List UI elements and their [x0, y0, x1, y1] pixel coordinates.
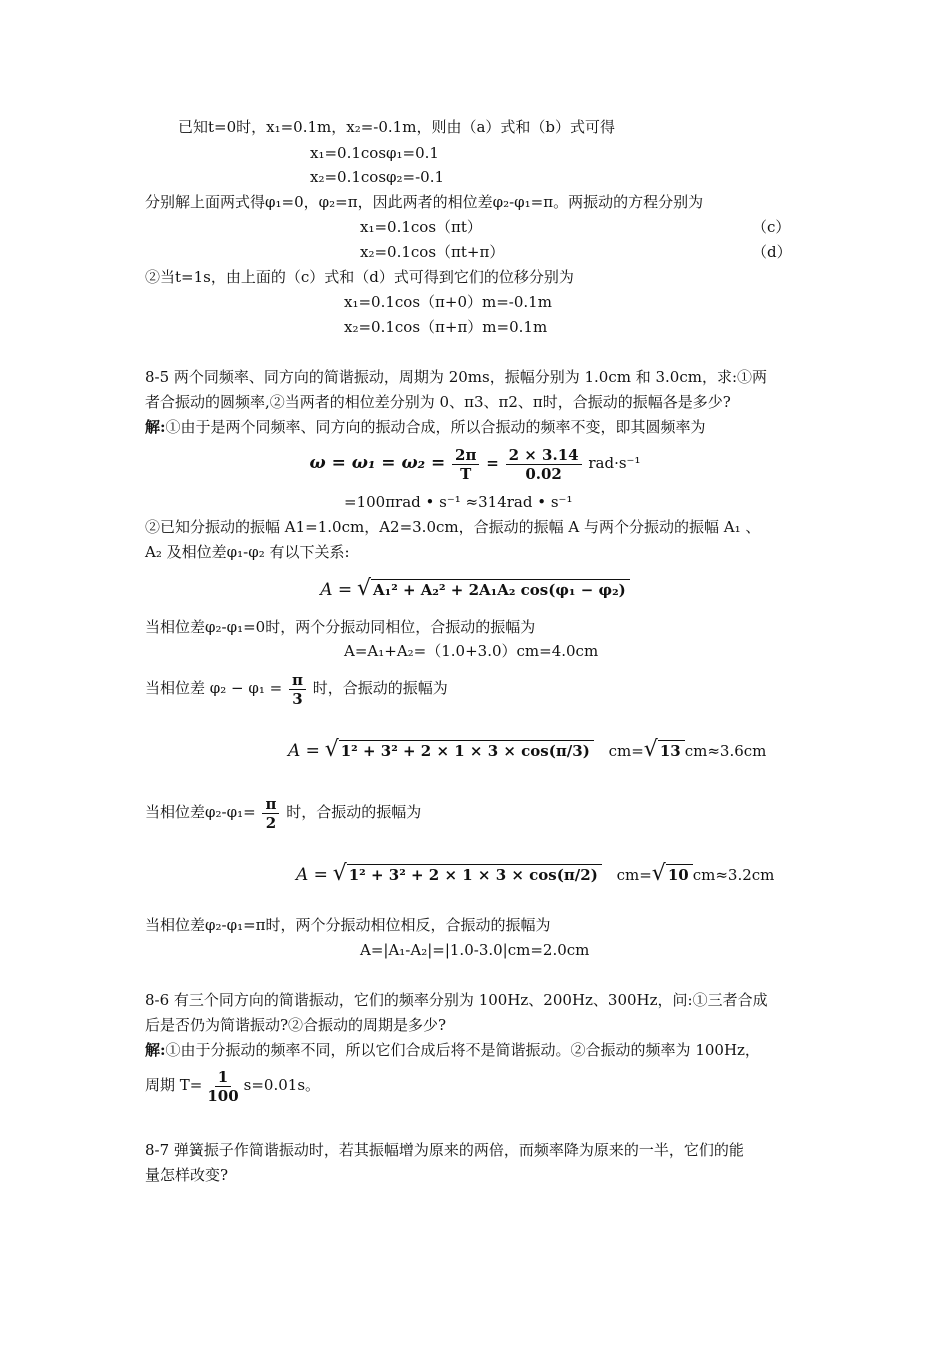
solution-line	[145, 1040, 760, 1060]
equation-tag: （d）	[752, 243, 792, 261]
fraction	[262, 795, 279, 832]
question-text: 后是否仍为简谐振动?②合振动的周期是多少?	[145, 1016, 447, 1034]
text-line	[145, 668, 448, 708]
numerator: π	[262, 795, 279, 814]
numerator: π	[289, 671, 306, 690]
equation: x₁=0.1cos（π+0）m=-0.1m	[344, 293, 552, 311]
period-pre: 周期 T=	[145, 1076, 203, 1094]
unit: cm=	[616, 866, 652, 884]
fraction	[452, 446, 479, 483]
radicand: 1² + 3² + 2 × 1 × 3 × cos(π/3)	[339, 740, 594, 760]
numerator: 1	[215, 1068, 231, 1087]
fraction	[506, 446, 582, 483]
text-line: ②已知分振动的振幅 A1=1.0cm，A2=3.0cm，合振动的振幅 A 与两个分振动的振幅 A₁ 、	[145, 518, 761, 536]
equation: x₂=0.1cos（πt+π）	[360, 243, 505, 261]
equation: x₂=0.1cosφ₂=-0.1	[310, 168, 445, 186]
text-line: 已知t=0时，x₁=0.1m，x₂=-0.1m，则由（a）式和（b）式可得	[178, 118, 615, 136]
text-line: 当相位差φ₂-φ₁=0时，两个分振动同相位，合振动的振幅为	[145, 618, 536, 636]
sqrt-icon: √	[643, 737, 658, 762]
radicand: A₁² + A₂² + 2A₁A₂ cos(φ₁ − φ₂)	[371, 579, 630, 599]
denominator: 0.02	[525, 464, 562, 483]
unit: cm=	[608, 742, 644, 760]
text-line: 分别解上面两式得φ₁=0，φ₂=π，因此两者的相位差φ₂-φ₁=π。两振动的方程分别为	[145, 193, 704, 211]
period-line	[145, 1065, 320, 1105]
denominator: 3	[292, 689, 303, 708]
solution-label: 解:	[145, 1041, 166, 1059]
condition-post: 时，合振动的振幅为	[286, 803, 422, 821]
denominator: 2	[265, 813, 277, 832]
equation: x₁=0.1cos（πt）	[360, 218, 482, 236]
result: cm≈3.2cm	[692, 866, 775, 884]
question-text: 8-5 两个同频率、同方向的简谐振动，周期为 20ms，振幅分别为 1.0cm 和 3.0cm，求:①两	[145, 368, 768, 386]
denominator: T	[460, 464, 472, 483]
formula-lhs: A =	[320, 580, 353, 600]
solution-text: ①由于分振动的频率不同，所以它们合成后将不是简谐振动。②合振动的频率为 100Hz，	[165, 1041, 760, 1059]
sqrt-icon: √	[356, 576, 371, 601]
denominator: 100	[207, 1086, 239, 1105]
result: cm≈3.6cm	[684, 742, 767, 760]
condition-post: 时，合振动的振幅为	[312, 679, 448, 697]
text-line	[145, 792, 421, 832]
question-text: 量怎样改变?	[145, 1166, 229, 1184]
radicand: 13	[658, 740, 685, 760]
question-text: 8-6 有三个同方向的简谐振动，它们的频率分别为 100Hz、200Hz、300Hz，问:①三者合成	[145, 991, 768, 1009]
text-line: ②当t=1s，由上面的（c）式和（d）式可得到它们的位移分别为	[145, 268, 574, 286]
formula-lhs: A =	[288, 741, 320, 761]
sqrt-icon: √	[324, 737, 339, 762]
solution-text: ①由于是两个同频率、同方向的振动合成，所以合振动的频率不变，即其圆频率为	[165, 418, 706, 436]
equation: =100πrad • s⁻¹ ≈314rad • s⁻¹	[344, 493, 573, 511]
period-post: s=0.01s。	[243, 1076, 321, 1094]
amplitude-formula	[0, 572, 950, 607]
question-text: 8-7 弹簧振子作简谐振动时，若其振幅增为原来的两倍，而频率降为原来的一半，它们的能	[145, 1141, 744, 1159]
numerator: 2π	[452, 446, 479, 465]
equation: A=|A₁-A₂|=|1.0-3.0|cm=2.0cm	[360, 941, 590, 959]
omega-equation: ω = ω₁ = ω₂ = $\frac{2\pi}{T}$ = $\frac{2 \times 3.14}{0.02}$ rad·s⁻¹	[309, 445, 641, 483]
sqrt-icon: √	[332, 861, 347, 886]
fraction	[204, 1068, 241, 1105]
radicand: 1² + 3² + 2 × 1 × 3 × cos(π/2)	[347, 864, 602, 884]
amplitude-result	[296, 852, 774, 897]
equation: A=A₁+A₂=（1.0+3.0）cm=4.0cm	[344, 642, 599, 660]
equation: x₂=0.1cos（π+π）m=0.1m	[344, 318, 548, 336]
solution-line	[145, 417, 706, 437]
formula-lhs: A =	[296, 865, 328, 885]
omega-lhs: ω = ω₁ = ω₂ =	[309, 453, 446, 473]
solution-label: 解:	[145, 418, 166, 436]
condition-pre: 当相位差 φ₂ − φ₁ =	[145, 679, 283, 697]
radicand: 10	[666, 864, 693, 884]
equation-tag: （c）	[752, 218, 791, 236]
fraction	[289, 671, 306, 708]
amplitude-result	[288, 728, 766, 773]
equation: x₁=0.1cosφ₁=0.1	[310, 144, 439, 162]
condition-pre: 当相位差φ₂-φ₁=	[145, 803, 256, 821]
question-text: 者合振动的圆频率,②当两者的相位差分别为 0、π3、π2、π时，合振动的振幅各是多少?	[145, 393, 731, 411]
text-line: 当相位差φ₂-φ₁=π时，两个分振动相位相反，合振动的振幅为	[145, 916, 551, 934]
numerator: 2 × 3.14	[506, 446, 582, 465]
sqrt-icon: √	[651, 861, 666, 886]
text-line: A₂ 及相位差φ₁-φ₂ 有以下关系:	[145, 543, 350, 561]
unit: rad·s⁻¹	[588, 454, 641, 472]
